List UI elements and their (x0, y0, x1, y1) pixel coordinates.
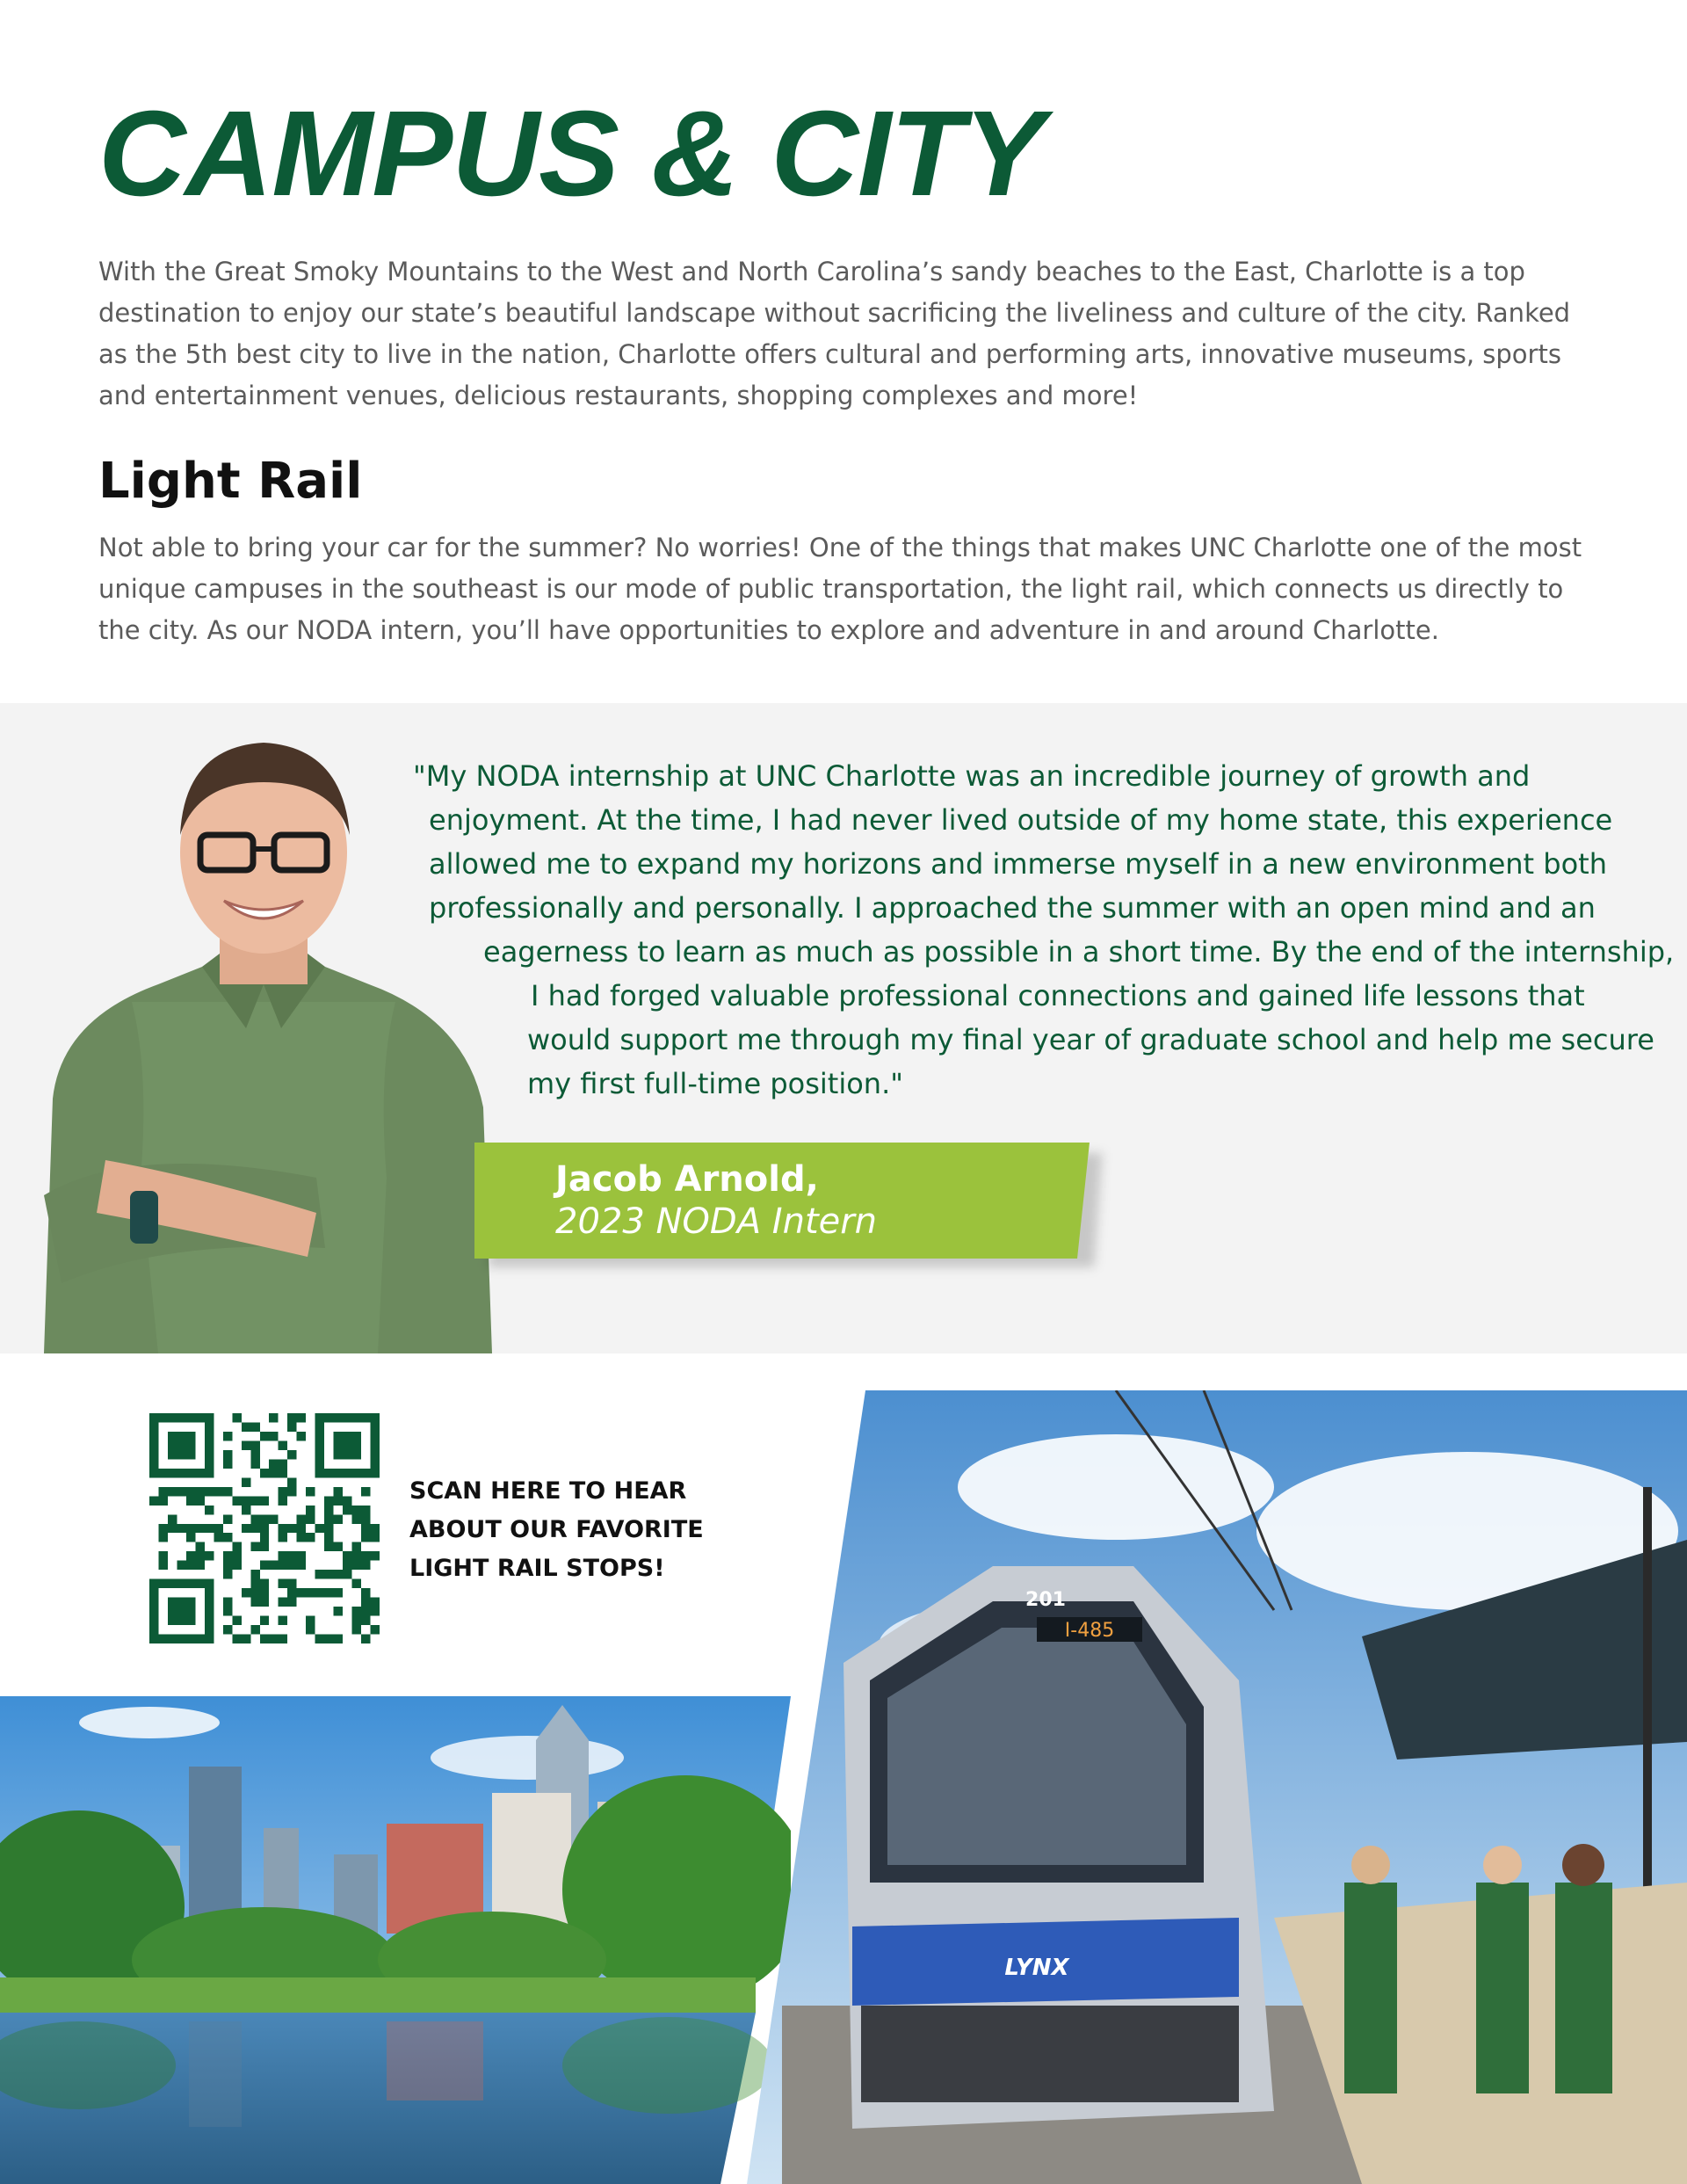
intern-name: Jacob Arnold, (555, 1159, 819, 1200)
page-title: CAMPUS & CITY (98, 86, 1044, 221)
qr-code-icon[interactable] (149, 1413, 380, 1643)
quote-line: allowed me to expand my horizons and immerse myself in a new environment both (429, 847, 1607, 881)
quote-line: my first full-time position." (527, 1067, 903, 1100)
scan-line: SCAN HERE TO HEAR (409, 1477, 687, 1505)
intern-role: 2023 NODA Intern (555, 1201, 878, 1242)
quote-line: "My NODA internship at UNC Charlotte was an incredible journey of growth and (413, 759, 1531, 793)
scan-prompt (409, 1472, 704, 1588)
quote-line: eagerness to learn as much as possible in a short time. By the end of the internship, (483, 935, 1675, 969)
quote-line: I had forged valuable professional connections and gained life lessons that (531, 979, 1585, 1012)
intro-paragraph: With the Great Smoky Mountains to the West and North Carolina’s sandy beaches to the East, Charlotte is a top destination to enjoy our state’s beautiful landscape without sacrificing the liveliness and culture of the city. Ranked as the 5th best city to live in the nation, Charlotte offers cultural and performing arts, innovative museums, sports and entertainment venues, delicious restaurants, shopping complexes and more! (98, 257, 1571, 410)
quote-line: enjoyment. At the time, I had never lived outside of my home state, this experience (429, 803, 1613, 837)
scan-line: LIGHT RAIL STOPS! (409, 1555, 665, 1582)
train-number: 201 (1025, 1589, 1066, 1611)
scan-line: ABOUT OUR FAVORITE (409, 1516, 704, 1543)
charlotte-skyline-photo (0, 1696, 791, 2184)
train-destination: I-485 (1064, 1620, 1115, 1642)
light-rail-heading: Light Rail (98, 453, 363, 510)
quote-line: would support me through my final year of graduate school and help me secure (527, 1023, 1654, 1056)
light-rail-paragraph: Not able to bring your car for the summer? No worries! One of the things that makes UNC Charlotte one of the most unique campuses in the southeast is our mode of public transportation, the light rail, which connects us directly to the city. As our NODA intern, you’ll have opportunities to explore and adventure in and around Charlotte. (98, 533, 1582, 645)
quote-line: professionally and personally. I approached the summer with an open mind and an (429, 891, 1596, 925)
testimonial-quote (413, 754, 1675, 1106)
train-brand: LYNX (1004, 1955, 1069, 1981)
light-rail-train-photo (747, 1390, 1687, 2184)
